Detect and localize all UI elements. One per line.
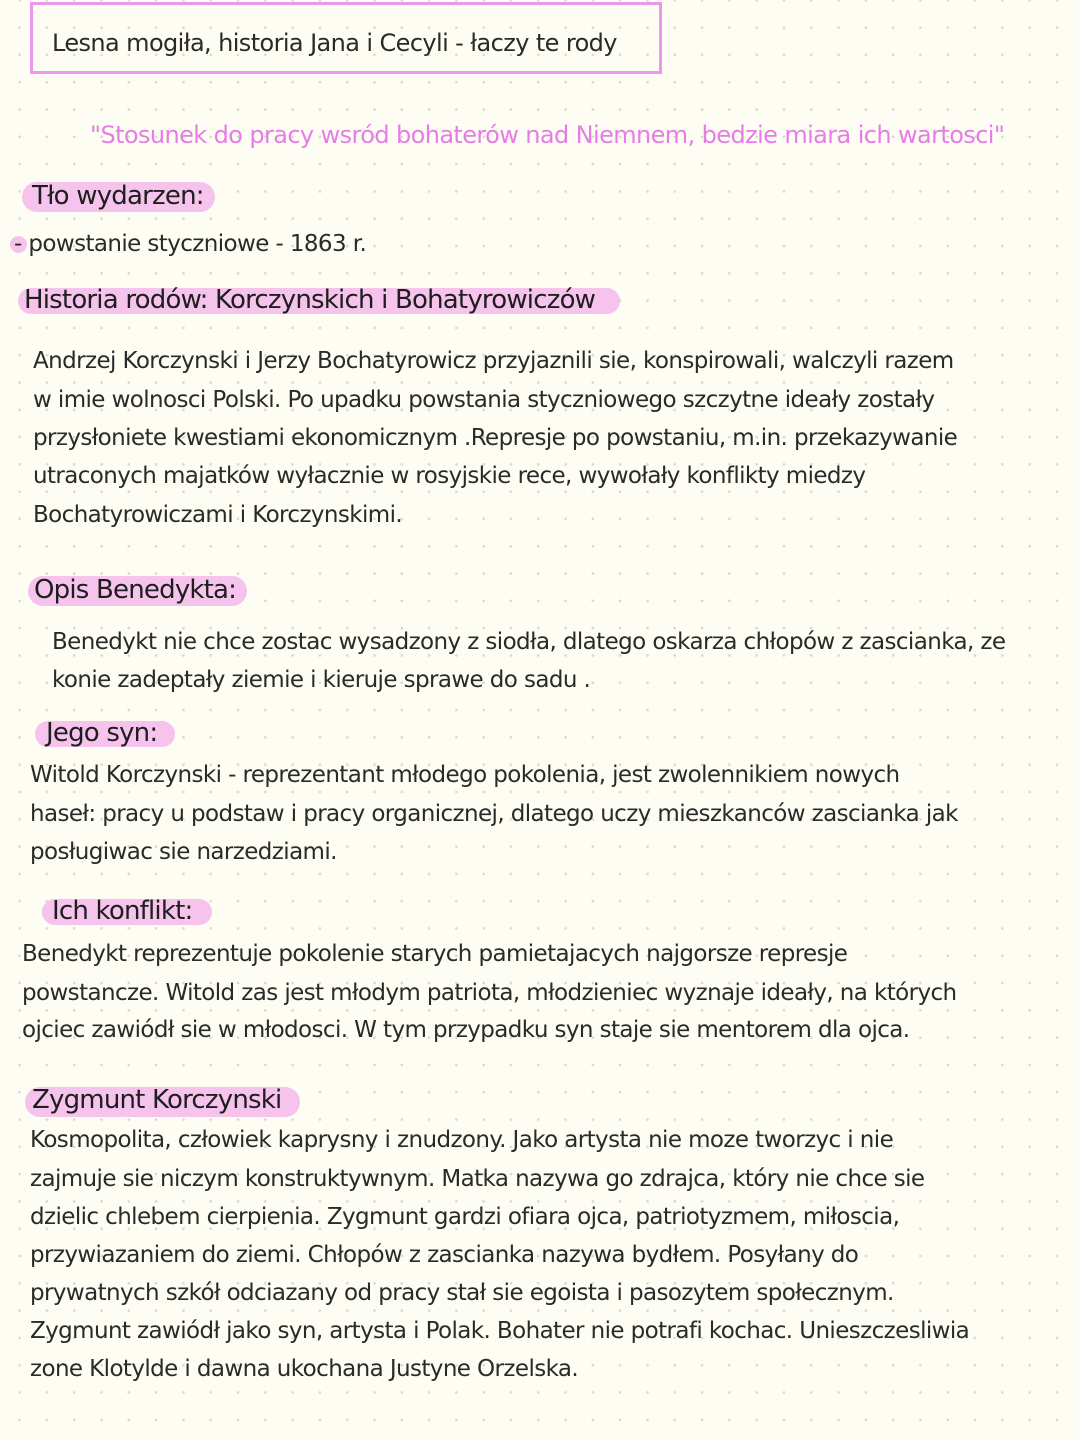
paragraph-line: powstancze. Witold zas jest młodym patriota, młodzieniec wyznaje ideały, na których [22,980,957,1006]
quote: "Stosunek do pracy wsród bohaterów nad Niemnem, bedzie miara ich wartosci" [90,121,1005,149]
paragraph-line: Benedykt reprezentuje pokolenie starych pamietajacych najgorsze represje [22,941,848,967]
paragraph-line: posługiwac sie narzedziami. [30,839,337,865]
paragraph-line: haseł: pracy u podstaw i pracy organicznej, dlatego uczy mieszkanców zascianka jak [30,801,958,827]
paragraph-line: Witold Korczynski - reprezentant młodego pokolenia, jest zwolennikiem nowych [30,762,900,788]
paragraph-line: Zygmunt zawiódł jako syn, artysta i Polak. Bohater nie potrafi kochac. Unieszczesliwia [30,1318,970,1344]
heading-zygmunt: Zygmunt Korczynski [32,1085,282,1115]
heading-tlo: Tło wydarzen: [32,181,204,211]
bullet-item: - powstanie styczniowe - 1863 r. [14,231,367,257]
heading-konflikt: Ich konflikt: [52,896,193,926]
paragraph-line: zone Klotylde i dawna ukochana Justyne Orzelska. [30,1356,579,1382]
paragraph-line: zajmuje sie niczym konstruktywnym. Matka nazywa go zdrajca, który nie chce sie [30,1166,925,1192]
page-title: Lesna mogiła, historia Jana i Cecyli - łaczy te rody [52,29,617,57]
heading-syn: Jego syn: [46,718,158,748]
paragraph-line: Kosmopolita, człowiek kaprysny i znudzony. Jako artysta nie moze tworzyc i nie [30,1127,894,1153]
paragraph-line: Bochatyrowiczami i Korczynskimi. [33,502,403,528]
paragraph-line: dzielic chlebem cierpienia. Zygmunt gardzi ofiara ojca, patriotyzmem, miłoscia, [30,1204,900,1230]
paragraph-line: prywatnych szkół odciazany od pracy stał sie egoista i pasozytem społecznym. [30,1280,894,1306]
heading-benedykt: Opis Benedykta: [34,575,237,605]
heading-historia: Historia rodów: Korczynskich i Bohatyrowiczów [24,285,596,315]
paragraph-line: Andrzej Korczynski i Jerzy Bochatyrowicz przyjaznili sie, konspirowali, walczyli razem [33,348,954,374]
paragraph-line: przysłoniete kwestiami ekonomicznym .Represje po powstaniu, m.in. przekazywanie [33,425,958,451]
paragraph-line: przywiazaniem do ziemi. Chłopów z zascianka nazywa bydłem. Posyłany do [30,1242,859,1268]
paragraph-line: ojciec zawiódł sie w młodosci. W tym przypadku syn staje sie mentorem dla ojca. [22,1017,910,1043]
paragraph-line: konie zadeptały ziemie i kieruje sprawe do sadu . [52,667,591,693]
paragraph-line: w imie wolnosci Polski. Po upadku powstania styczniowego szczytne ideały zostały [33,387,935,413]
paragraph-line: Benedykt nie chce zostac wysadzony z siodła, dlatego oskarza chłopów z zascianka, ze [52,629,1006,655]
paragraph-line: utraconych majatków wyłacznie w rosyjskie rece, wywołały konflikty miedzy [33,463,866,489]
